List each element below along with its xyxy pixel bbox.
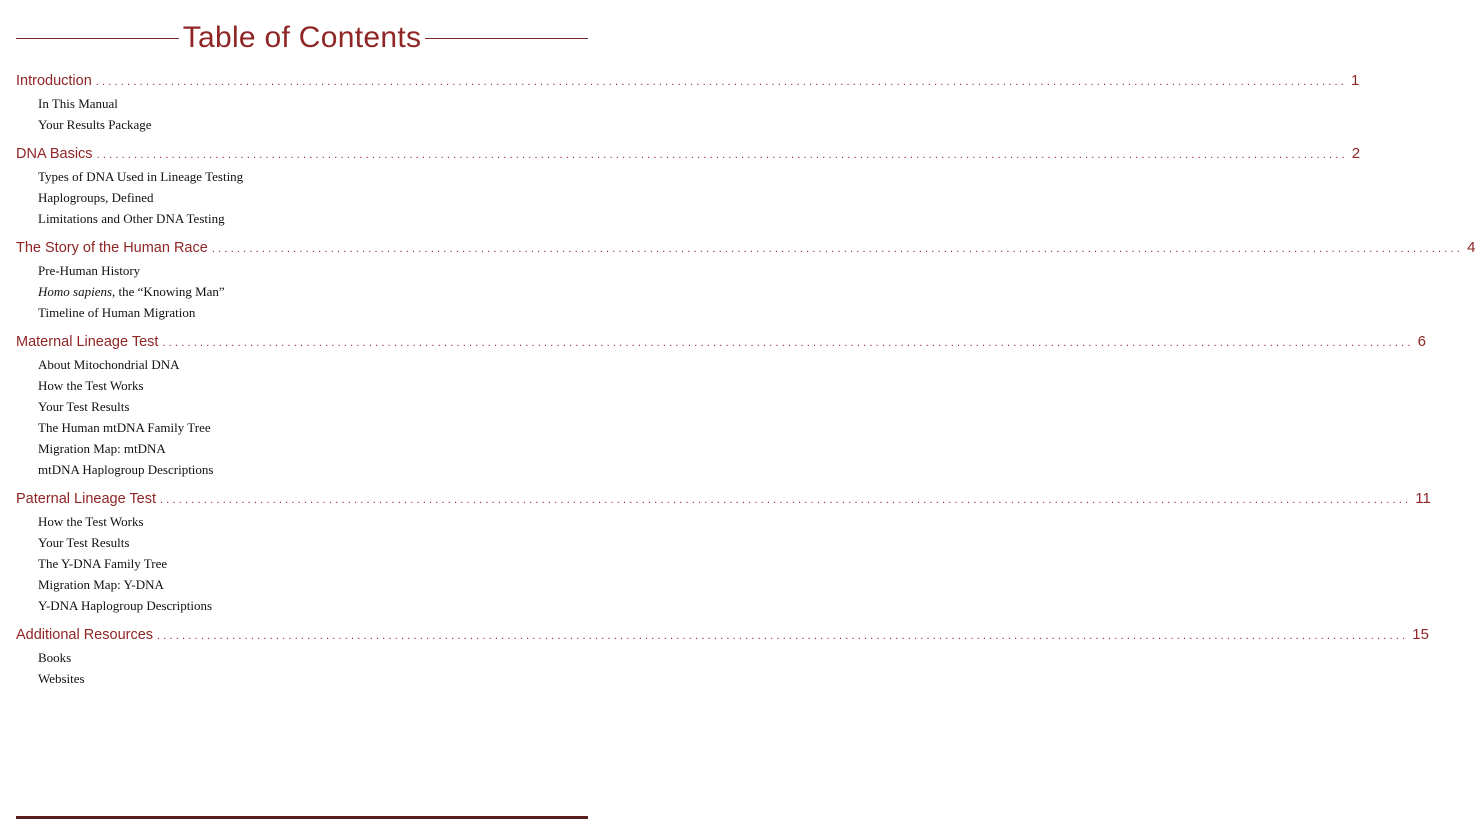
page-title: Table of Contents xyxy=(182,21,422,54)
toc-section xyxy=(16,239,1475,323)
subsection-item-label: The Y-DNA Family Tree xyxy=(38,556,168,571)
subsection-item[interactable] xyxy=(16,532,588,553)
subsection-item[interactable] xyxy=(16,166,588,187)
section-page-number: 4 xyxy=(1467,239,1475,256)
toc-section xyxy=(16,333,1426,480)
title-rule-left xyxy=(16,38,179,39)
subsection-item[interactable] xyxy=(16,668,588,689)
section-page-number: 6 xyxy=(1417,333,1426,350)
toc-section-heading[interactable] xyxy=(16,145,1361,166)
subsection-item-label: How the Test Works xyxy=(38,378,144,393)
subsection-item[interactable] xyxy=(16,302,588,323)
subsection-item[interactable] xyxy=(16,417,588,438)
subsection-item[interactable] xyxy=(16,354,588,375)
title-rule-right xyxy=(425,38,588,39)
section-title: Additional Resources xyxy=(16,627,154,643)
toc-section-heading[interactable] xyxy=(16,72,1360,93)
subsection-list xyxy=(16,647,588,689)
subsection-item-label: Y-DNA Haplogroup Descriptions xyxy=(38,598,213,613)
dot-leader: ........................................................................................................................................................................................................ xyxy=(160,494,1412,506)
section-page-number: 1 xyxy=(1351,72,1360,89)
subsection-item[interactable] xyxy=(16,260,588,281)
subsection-list xyxy=(16,260,588,323)
toc-section-heading[interactable] xyxy=(16,490,1431,511)
dot-leader: ........................................................................................................................................................................................................ xyxy=(162,337,1414,349)
subsection-item[interactable] xyxy=(16,511,588,532)
subsection-item[interactable] xyxy=(16,438,588,459)
dot-leader: ........................................................................................................................................................................................................ xyxy=(95,76,1348,88)
section-page-number: 2 xyxy=(1351,145,1361,162)
bottom-rule xyxy=(16,816,588,819)
subsection-list xyxy=(16,93,588,135)
subsection-item[interactable] xyxy=(16,396,588,417)
section-title: Maternal Lineage Test xyxy=(16,334,159,350)
subsection-item-label: Migration Map: mtDNA xyxy=(38,441,166,456)
subsection-item[interactable] xyxy=(16,375,588,396)
subsection-item[interactable] xyxy=(16,553,588,574)
subsection-item[interactable] xyxy=(16,574,588,595)
section-title: Introduction xyxy=(16,73,92,89)
subsection-item-label: Books xyxy=(38,650,72,665)
subsection-item-label: Migration Map: Y-DNA xyxy=(38,577,164,592)
toc-section-heading[interactable] xyxy=(16,333,1426,354)
subsection-item[interactable] xyxy=(16,114,588,135)
toc-section xyxy=(16,72,1360,135)
subsection-item-label: Limitations and Other DNA Testing xyxy=(38,211,225,226)
subsection-item[interactable] xyxy=(16,281,588,302)
subsection-list xyxy=(16,354,588,480)
subsection-item-label: About Mitochondrial DNA xyxy=(38,357,180,372)
subsection-item[interactable] xyxy=(16,647,588,668)
subsection-item[interactable] xyxy=(16,208,588,229)
subsection-item[interactable] xyxy=(16,187,588,208)
section-title: DNA Basics xyxy=(16,146,93,162)
dot-leader: ........................................................................................................................................................................................................ xyxy=(211,243,1464,255)
subsection-item-label: Timeline of Human Migration xyxy=(38,305,196,320)
subsection-item-label: In This Manual xyxy=(38,96,118,111)
subsection-item-label: Your Results Package xyxy=(38,117,152,132)
dot-leader: ........................................................................................................................................................................................................ xyxy=(96,149,1348,161)
subsection-item[interactable] xyxy=(16,595,588,616)
subsection-item-label: Your Test Results xyxy=(38,399,130,414)
subsection-item-label: The Human mtDNA Family Tree xyxy=(38,420,211,435)
dot-leader: ........................................................................................................................................................................................................ xyxy=(157,630,1409,642)
toc-section xyxy=(16,145,1361,229)
subsection-item-label: Pre-Human History xyxy=(38,263,141,278)
subsection-item[interactable] xyxy=(16,93,588,114)
subsection-item-label: mtDNA Haplogroup Descriptions xyxy=(38,462,214,477)
subsection-item-label: Haplogroups, Defined xyxy=(38,190,154,205)
toc-section xyxy=(16,490,1431,616)
subsection-item-label: Your Test Results xyxy=(38,535,130,550)
subsection-item-label: Websites xyxy=(38,671,85,686)
subsection-item-label: , the “Knowing Man” xyxy=(112,284,225,299)
subsection-list xyxy=(16,511,588,616)
section-title: Paternal Lineage Test xyxy=(16,491,157,507)
subsection-item-label: Types of DNA Used in Lineage Testing xyxy=(38,169,244,184)
subsection-item-italic: Homo sapiens xyxy=(38,284,113,299)
section-page-number: 15 xyxy=(1412,626,1429,643)
section-page-number: 11 xyxy=(1415,490,1431,507)
section-title: The Story of the Human Race xyxy=(16,240,208,256)
toc-section xyxy=(16,626,1429,689)
table-of-contents xyxy=(16,72,1475,699)
toc-section-heading[interactable] xyxy=(16,626,1429,647)
toc-section-heading[interactable] xyxy=(16,239,1475,260)
title-row xyxy=(16,18,588,58)
subsection-list xyxy=(16,166,588,229)
subsection-item-label: How the Test Works xyxy=(38,514,144,529)
subsection-item[interactable] xyxy=(16,459,588,480)
